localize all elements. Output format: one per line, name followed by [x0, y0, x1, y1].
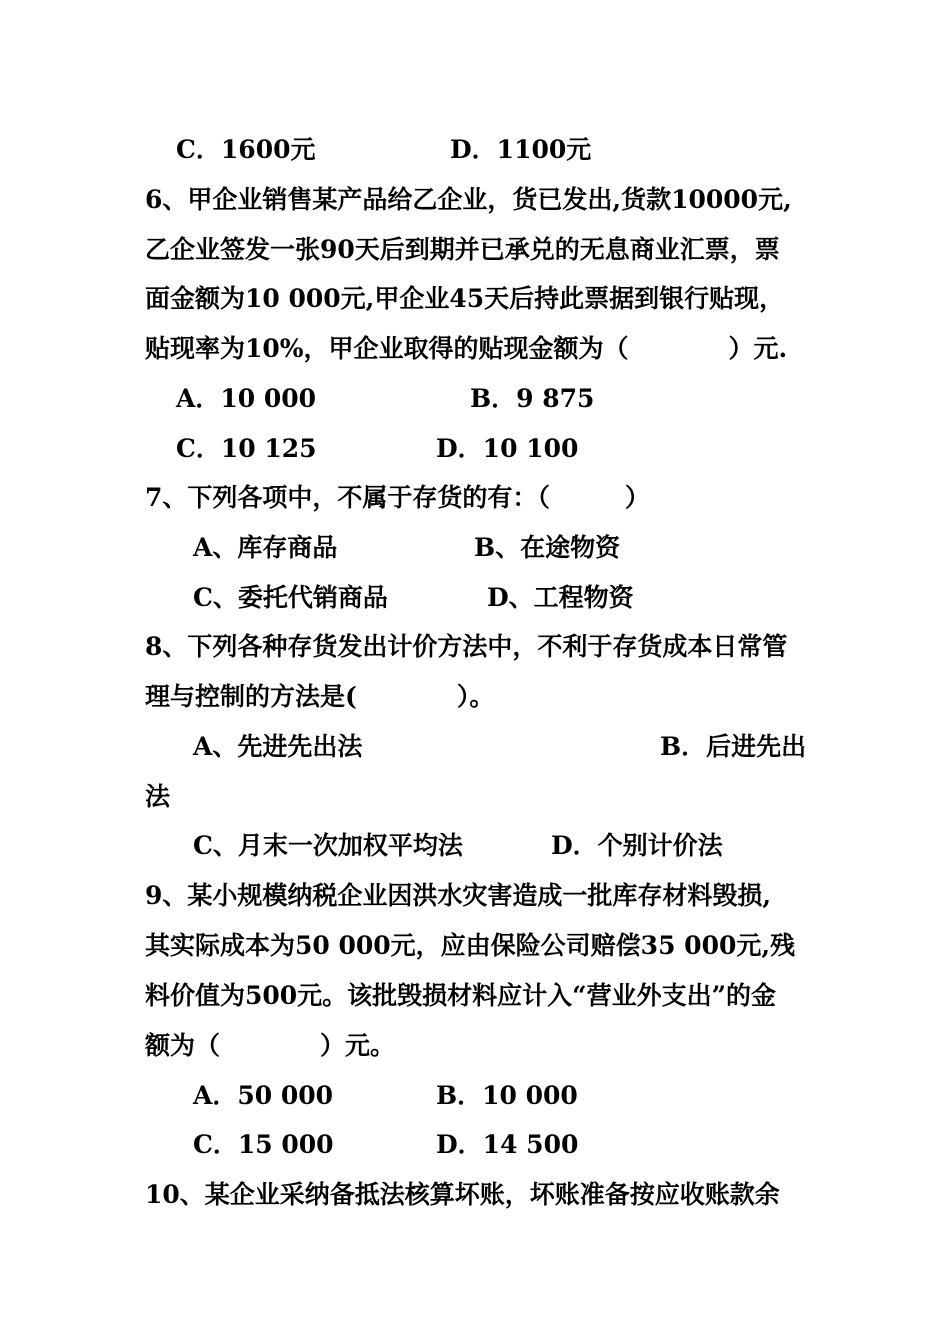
q6-stem-line-3: 面金额为10 000元,甲企业45天后持此票据到银行贴现， [145, 284, 785, 313]
q8-option-b: B．后进先出 [660, 732, 807, 761]
q8-option-c: C、月末一次加权平均法 [193, 831, 463, 860]
q6-stem-line-1: 6、甲企业销售某产品给乙企业，货已发出,货款10000元, [145, 185, 792, 214]
q8-stem-line-2: 理与控制的方法是( ）。 [145, 682, 495, 711]
q6-option-b: B．9 875 [470, 384, 595, 413]
q8-option-a: A、先进先出法 [193, 732, 363, 761]
q7-option-d: D、工程物资 [487, 583, 634, 612]
q6-option-a: A．10 000 [176, 384, 317, 413]
q9-option-c: C．15 000 [193, 1130, 334, 1159]
q9-option-a: A．50 000 [193, 1081, 334, 1110]
q6-option-d: D．10 100 [436, 434, 579, 463]
q9-stem-line-3: 料价值为500元。该批毁损材料应计入“营业外支出”的金 [145, 981, 776, 1010]
q9-option-d: D．14 500 [436, 1130, 579, 1159]
q9-stem-line-1: 9、某小规模纳税企业因洪水灾害造成一批库存材料毁损, [145, 881, 772, 910]
q7-option-a: A、库存商品 [193, 533, 338, 562]
q7-stem-line-1: 7、下列各项中，不属于存货的有：（ ） [145, 483, 650, 512]
q7-option-b: B、在途物资 [474, 533, 621, 562]
q6-stem-line-4: 贴现率为10%，甲企业取得的贴现金额为（ ）元. [145, 334, 788, 363]
q5-option-d: D．1100元 [450, 135, 592, 164]
q6-option-c: C．10 125 [176, 434, 317, 463]
q9-stem-line-2: 其实际成本为50 000元，应由保险公司赔偿35 000元,残 [145, 931, 796, 960]
q6-stem-line-2: 乙企业签发一张90天后到期并已承兑的无息商业汇票，票 [145, 235, 780, 264]
q8-stem-line-1: 8、下列各种存货发出计价方法中，不利于存货成本日常管 [145, 632, 788, 661]
q8-option-b-wrap: 法 [145, 782, 171, 811]
q8-option-d: D．个别计价法 [551, 831, 723, 860]
q10-stem-line-1: 10、某企业采纳备抵法核算坏账，坏账准备按应收账款余 [145, 1180, 780, 1209]
q9-stem-line-4: 额为（ ）元。 [145, 1031, 396, 1060]
q7-option-c: C、委托代销商品 [193, 583, 388, 612]
q5-option-c: C．1600元 [176, 135, 316, 164]
q9-option-b: B．10 000 [436, 1081, 578, 1110]
